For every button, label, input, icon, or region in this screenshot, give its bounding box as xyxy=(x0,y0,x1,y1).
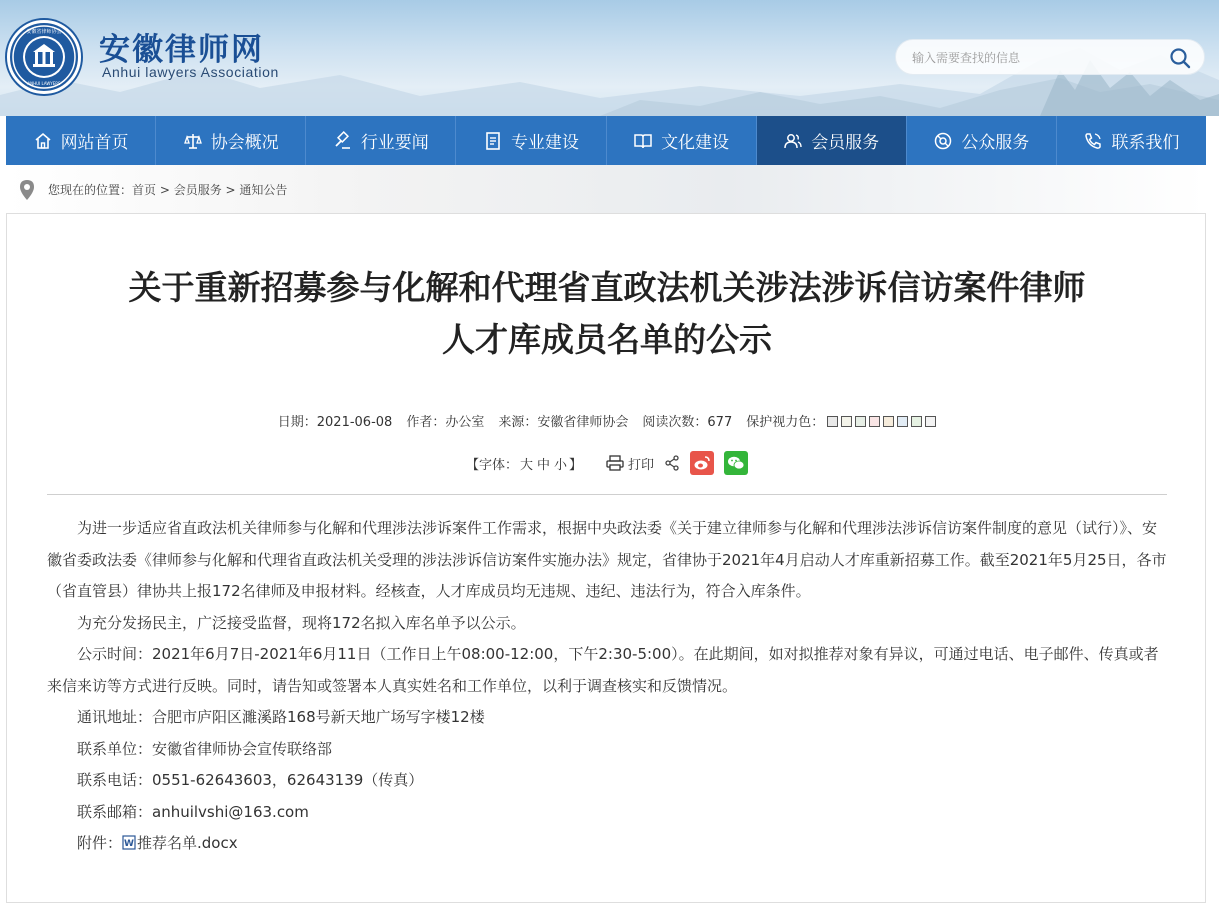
breadcrumb xyxy=(48,181,287,198)
document-icon xyxy=(483,131,503,151)
article-tools xyxy=(7,450,1207,476)
contact-address: 通讯地址：合肥市庐阳区濉溪路168号新天地广场写字楼12楼 xyxy=(77,708,485,726)
nav-item-member-services[interactable] xyxy=(757,116,907,165)
breadcrumb-separator: > xyxy=(221,183,240,197)
nav-item-label: 文化建设 xyxy=(661,133,730,153)
contact-unit: 联系单位：安徽省律师协会宣传联络部 xyxy=(77,739,333,758)
article-title xyxy=(47,262,1167,366)
attachment-label: 附件： xyxy=(77,834,123,852)
word-document-icon xyxy=(122,835,136,850)
search-input[interactable] xyxy=(912,48,1152,68)
article-meta xyxy=(7,411,1207,430)
article-source: 安徽省律师协会 xyxy=(537,415,629,430)
nav-item-label: 公众服务 xyxy=(961,133,1030,153)
nav-item-label: 专业建设 xyxy=(510,133,579,153)
association-seal-logo[interactable] xyxy=(7,20,81,94)
breadcrumb-separator: > xyxy=(156,183,174,197)
nav-item-home[interactable] xyxy=(6,116,156,165)
font-medium-button[interactable]: 中 xyxy=(536,457,550,473)
article-author: 办公室 xyxy=(445,415,485,430)
print-label: 打印 xyxy=(628,457,655,473)
views-label: 阅读次数： xyxy=(642,415,708,430)
paragraph: 公示时间：2021年6月7日-2021年6月11日（工作日上午08:00-12:00，下午2:30-5:00）。在此期间，如对拟推荐对象有异议，可通过电话、电子邮件、传真或者来信来访等方式进行反映。同时，请告知或签署本人真实姓名和工作单位，以利于调查核实和反馈情况。 xyxy=(47,645,1159,695)
site-header xyxy=(0,0,1219,116)
font-small-button[interactable]: 小 xyxy=(554,457,568,473)
eye-color-swatch-6[interactable] xyxy=(897,416,908,427)
printer-icon xyxy=(606,455,624,471)
site-name-cn[interactable]: 安徽律师网 xyxy=(99,32,264,68)
nav-item-culture[interactable] xyxy=(607,116,757,165)
breadcrumb-notices[interactable]: 通知公告 xyxy=(239,183,288,197)
nav-item-news[interactable] xyxy=(306,116,456,165)
eye-color-swatch-1[interactable] xyxy=(827,416,838,427)
nav-item-label: 会员服务 xyxy=(811,133,880,153)
nav-item-about[interactable] xyxy=(156,116,306,165)
font-large-button[interactable]: 大 xyxy=(519,457,533,473)
search-box xyxy=(895,39,1205,75)
eye-protection-swatches xyxy=(824,415,936,430)
date-label: 日期： xyxy=(277,415,317,430)
eye-color-swatch-8[interactable] xyxy=(925,416,936,427)
book-icon xyxy=(633,131,653,151)
font-size-close: 】 xyxy=(569,457,583,473)
nav-item-label: 联系我们 xyxy=(1111,133,1180,153)
font-size-controls xyxy=(466,454,582,473)
breadcrumb-bar xyxy=(6,165,1206,213)
article-title-line2: 人才库成员名单的公示 xyxy=(442,320,772,359)
source-label: 来源： xyxy=(498,415,538,430)
weibo-icon xyxy=(693,455,711,471)
author-label: 作者： xyxy=(406,415,446,430)
article-date: 2021-06-08 xyxy=(316,415,393,430)
attachment-name: 推荐名单.docx xyxy=(137,834,238,852)
eye-color-swatch-5[interactable] xyxy=(883,416,894,427)
breadcrumb-prefix: 您现在的位置： xyxy=(48,183,133,197)
nav-item-professional[interactable] xyxy=(456,116,606,165)
phone-icon xyxy=(1083,131,1103,151)
share-wechat-button[interactable] xyxy=(724,451,748,475)
eye-color-swatch-4[interactable] xyxy=(869,416,880,427)
svg-text:安徽省律师协会: 安徽省律师协会 xyxy=(26,29,62,35)
svg-text:W: W xyxy=(124,839,134,849)
nav-item-label: 行业要闻 xyxy=(360,133,429,153)
attachment-link[interactable] xyxy=(122,834,238,852)
print-button[interactable] xyxy=(606,454,654,473)
divider xyxy=(47,494,1167,495)
article-title-line1: 关于重新招募参与化解和代理省直政法机关涉法涉诉信访案件律师 xyxy=(128,268,1086,307)
users-icon xyxy=(783,131,803,151)
nav-item-label: 网站首页 xyxy=(60,133,129,153)
home-icon xyxy=(33,131,53,151)
scales-icon xyxy=(183,131,203,151)
contact-phone: 联系电话：0551-62643603，62643139（传真） xyxy=(77,771,424,789)
svg-text:ANHUI LAWYERS: ANHUI LAWYERS xyxy=(27,81,61,86)
nav-item-contact[interactable] xyxy=(1057,116,1206,165)
eye-color-swatch-3[interactable] xyxy=(855,416,866,427)
breadcrumb-member-services[interactable]: 会员服务 xyxy=(173,183,222,197)
eye-color-swatch-7[interactable] xyxy=(911,416,922,427)
article-views: 677 xyxy=(707,415,733,430)
share-icon[interactable] xyxy=(664,455,680,471)
main-nav xyxy=(6,116,1206,165)
support-icon xyxy=(933,131,953,151)
paragraph: 为进一步适应省直政法机关律师参与化解和代理涉法涉诉案件工作需求，根据中央政法委《关于建立律师参与化解和代理涉法涉诉信访案件制度的意见（试行）》、安徽省委政法委《律师参与化解和代理省直政法机关受理的涉法涉诉信访案件实施办法》规定，省律协于2021年4月启动人才库重新招募工作。截至2021年5月25日，各市（省直管县）律协共上报172名律师及申报材料。经核查，人才库成员均无违规、违纪、违法行为，符合入库条件。 xyxy=(47,519,1167,600)
seal-emblem-icon xyxy=(11,24,77,90)
site-name-en: Anhui lawyers Association xyxy=(102,64,279,80)
gavel-icon xyxy=(333,131,353,151)
paragraph: 为充分发扬民主，广泛接受监督，现将172名拟入库名单予以公示。 xyxy=(77,613,526,632)
eye-protection-label: 保护视力色： xyxy=(746,415,825,430)
location-pin-icon xyxy=(18,179,36,201)
attachment-row xyxy=(47,828,1169,860)
font-size-open: 【字体： xyxy=(465,457,518,473)
nav-item-public-services[interactable] xyxy=(907,116,1057,165)
share-weibo-button[interactable] xyxy=(690,451,714,475)
search-button[interactable] xyxy=(1168,46,1192,70)
search-icon xyxy=(1168,46,1192,70)
wechat-icon xyxy=(727,455,745,471)
contact-email: 联系邮箱：anhuilvshi@163.com xyxy=(77,802,309,821)
eye-color-swatch-2[interactable] xyxy=(841,416,852,427)
breadcrumb-home[interactable]: 首页 xyxy=(132,183,157,197)
article-body xyxy=(47,513,1169,860)
nav-item-label: 协会概况 xyxy=(210,133,279,153)
article-panel xyxy=(6,213,1206,903)
